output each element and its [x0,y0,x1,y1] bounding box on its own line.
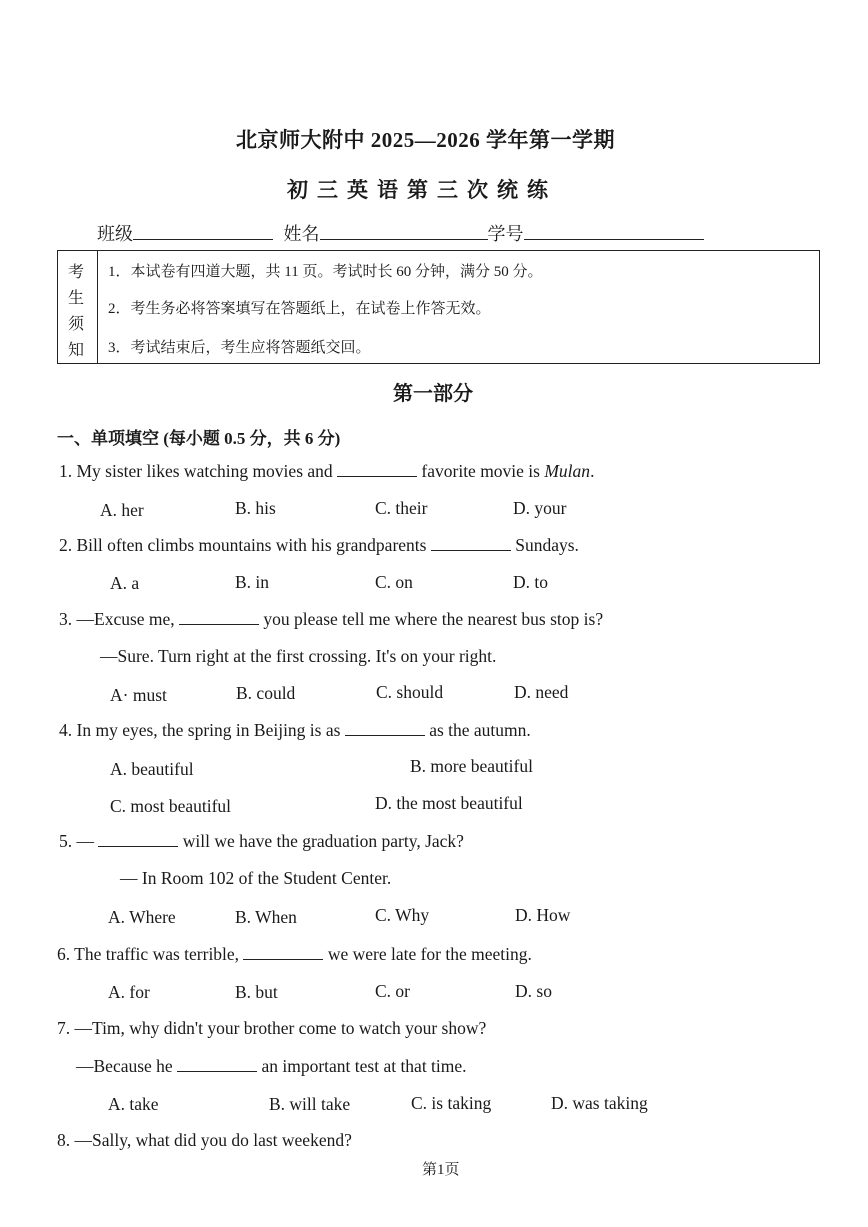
question-5-reply: — In Room 102 of the Student Center. [120,868,392,888]
option: C. is taking [411,1093,492,1113]
option: B. more beautiful [410,756,533,776]
id-blank [524,223,704,240]
question-2: 2. Bill often climbs mountains with his grandparents Sundays. [59,535,579,555]
option: A. beautiful [110,759,194,779]
option: A· must [110,685,167,705]
question-3-reply: —Sure. Turn right at the first crossing. It's on your right. [100,646,497,666]
option: D. so [515,981,552,1001]
option: D. How [515,905,571,925]
section-title: 一、单项填空 (每小题 0.5 分，共 6 分) [57,429,341,448]
part-title: 第一部分 [393,383,473,405]
option: B. in [235,572,270,592]
question-7-reply: —Because he an important test at that time. [76,1056,467,1076]
option: C. or [375,981,410,1001]
option: A. a [110,573,140,593]
answer-blank [243,945,323,960]
question-1: 1. My sister likes watching movies and favorite movie is Mulan. [59,461,595,481]
option: A. her [100,500,144,520]
answer-blank [431,536,511,551]
answer-blank [177,1057,257,1072]
notice-heading [58,251,98,363]
answer-blank [179,610,259,625]
option: A. for [108,982,150,1002]
option: C. should [376,682,444,702]
notice-box [57,250,820,364]
option: C. on [375,572,413,592]
option: D. was taking [551,1093,648,1113]
class-blank [133,223,273,240]
option: A. Where [108,907,176,927]
question-6: 6. The traffic was terrible, we were late for the meeting. [57,944,532,964]
exam-title: 北京师大附中 2025—2026 学年第一学期 [236,128,615,152]
question-5: 5. — will we have the graduation party, Jack? [59,831,464,851]
name-label: 姓名 [283,224,320,244]
notice-heading-char: 考 [68,264,85,281]
option: C. Why [375,905,430,925]
exam-subtitle: 初三英语第三次统练 [287,178,557,202]
option: D. the most beautiful [375,793,523,813]
name-blank [320,223,488,240]
notice-item: 3．考试结束后，考生应将答题纸交回。 [108,340,371,356]
question-3: 3. —Excuse me, you please tell me where the nearest bus stop is? [59,609,604,629]
notice-item: 1．本试卷有四道大题，共 11 页。考试时长 60 分钟，满分 50 分。 [108,264,543,280]
option: C. their [375,498,428,518]
id-label: 学号 [487,224,524,244]
answer-blank [337,462,417,477]
notice-heading-char: 知 [68,342,85,359]
option: B. could [236,683,296,703]
option: B. When [235,907,297,927]
option: A. take [108,1094,159,1114]
notice-heading-char: 生 [68,290,85,307]
option: D. to [513,572,548,592]
option: B. will take [269,1094,351,1114]
option: D. your [513,498,567,518]
answer-blank [345,721,425,736]
option: C. most beautiful [110,796,232,816]
notice-item: 2．考生务必将答案填写在答题纸上，在试卷上作答无效。 [108,301,491,317]
class-label: 班级 [97,224,133,244]
question-8: 8. —Sally, what did you do last weekend? [57,1130,352,1150]
answer-blank [98,832,178,847]
option: D. need [514,682,569,702]
notice-heading-char: 须 [68,316,85,333]
question-7: 7. —Tim, why didn't your brother come to watch your show? [57,1018,487,1038]
option: B. his [235,498,276,518]
student-info-row [97,220,704,246]
question-4: 4. In my eyes, the spring in Beijing is as as the autumn. [59,720,531,740]
page-number: 第1页 [422,1162,460,1178]
option: B. but [235,982,278,1002]
